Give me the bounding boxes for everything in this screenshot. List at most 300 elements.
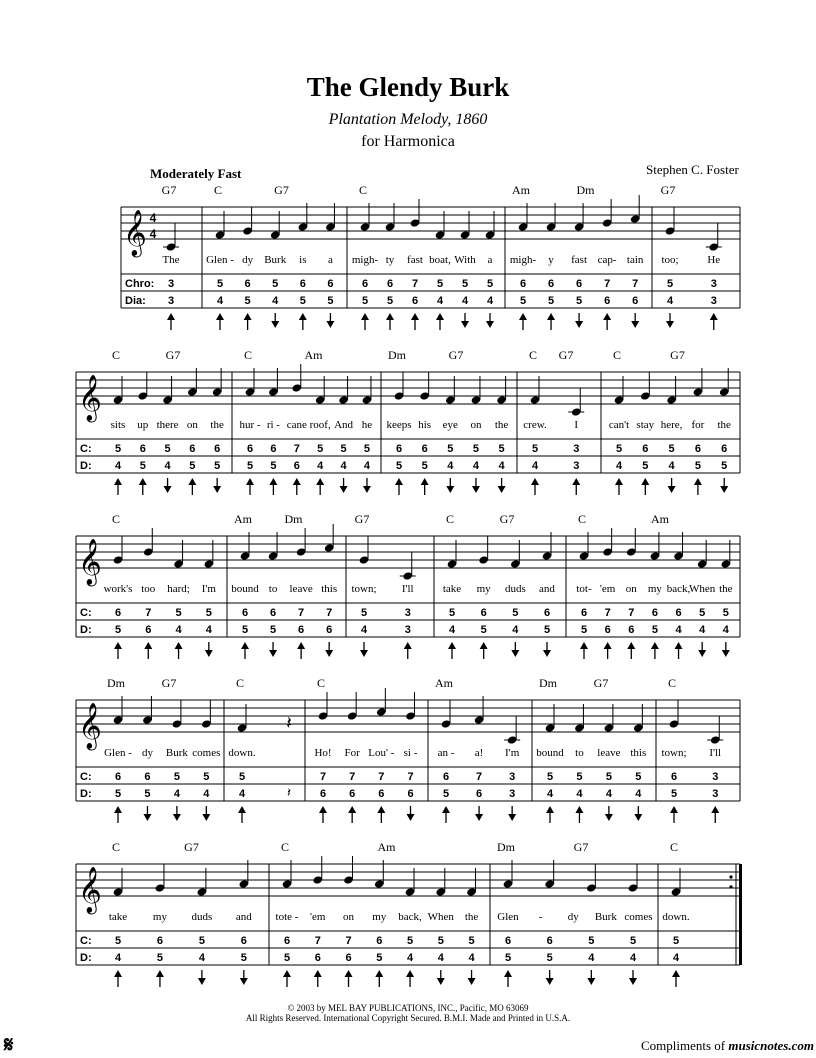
diatonic-hole-number: 4 xyxy=(512,624,519,636)
song-title: The Glendy Burk xyxy=(306,72,510,102)
lyric-syllable: my xyxy=(372,911,387,923)
chromatic-hole-number: 5 xyxy=(216,278,224,290)
diatonic-hole-number: 4 xyxy=(272,295,279,307)
blow-arrow-head xyxy=(411,313,419,320)
diatonic-hole-number: 5 xyxy=(156,952,164,964)
chromatic-hole-number: 5 xyxy=(447,443,454,455)
chord-symbol: G7 xyxy=(274,183,289,197)
lyric-syllable: bound xyxy=(536,747,564,759)
diatonic-hole-number: 4 xyxy=(472,460,480,472)
diatonic-hole-number: 5 xyxy=(480,624,487,636)
diatonic-hole-number: 4 xyxy=(205,624,212,636)
lyric-syllable: comes xyxy=(192,747,221,759)
chromatic-hole-number: 5 xyxy=(629,935,637,947)
lyric-syllable: his xyxy=(418,419,432,431)
chromatic-hole-number: 7 xyxy=(476,771,483,783)
chromatic-hole-number: 5 xyxy=(468,935,475,947)
diatonic-hole-number: 4 xyxy=(447,460,454,472)
diatonic-hole-number: 4 xyxy=(406,952,414,964)
diatonic-hole-number: 5 xyxy=(421,460,428,472)
chromatic-hole-number: 5 xyxy=(114,443,122,455)
blow-arrow-head xyxy=(404,642,412,649)
draw-arrow-head xyxy=(475,814,483,821)
diatonic-row-label: D: xyxy=(80,460,92,472)
diatonic-hole-number: 3 xyxy=(404,624,411,636)
blow-arrow-head xyxy=(531,478,539,485)
lyric-syllable: And xyxy=(334,419,354,431)
diatonic-hole-number: 4 xyxy=(672,952,680,964)
lyric-syllable: Glen - xyxy=(206,254,234,266)
chromatic-hole-number: 5 xyxy=(272,278,279,290)
chromatic-hole-number: 5 xyxy=(576,771,583,783)
chromatic-hole-number: 6 xyxy=(694,443,701,455)
blow-arrow-head xyxy=(710,313,718,320)
draw-arrow-head xyxy=(668,486,676,493)
blow-arrow-head xyxy=(283,970,291,977)
chromatic-hole-number: 7 xyxy=(145,607,152,619)
diatonic-hole-number: 4 xyxy=(203,788,210,800)
chromatic-hole-number: 3 xyxy=(404,607,411,619)
diatonic-hole-number: 6 xyxy=(604,295,611,307)
blow-arrow-head xyxy=(175,642,183,649)
blow-arrow-head xyxy=(348,806,356,813)
chord-symbol: Am xyxy=(512,183,530,197)
chromatic-hole-number: 5 xyxy=(722,607,729,619)
lyric-syllable: Lou' - xyxy=(368,747,395,759)
draw-arrow-head xyxy=(720,486,728,493)
blow-arrow-head xyxy=(651,642,659,649)
lyric-syllable: to xyxy=(268,583,278,595)
chromatic-hole-number: 6 xyxy=(139,443,146,455)
diatonic-hole-number: 4 xyxy=(363,460,371,472)
quarter-rest: 𝄽 xyxy=(286,713,292,734)
chromatic-hole-number: 5 xyxy=(666,278,674,290)
chromatic-hole-number: 5 xyxy=(436,278,444,290)
diatonic-hole-number: 4 xyxy=(699,624,706,636)
chromatic-hole-number: 6 xyxy=(386,278,394,290)
lyric-syllable: - xyxy=(538,911,543,923)
draw-arrow-head xyxy=(213,486,221,493)
blow-arrow-head xyxy=(604,642,612,649)
draw-arrow-head xyxy=(543,650,551,657)
chromatic-hole-number: 5 xyxy=(340,443,347,455)
lyric-syllable: the xyxy=(494,419,509,431)
lyric-syllable: the xyxy=(210,419,224,431)
chromatic-hole-number: 5 xyxy=(448,607,456,619)
diatonic-hole-number: 5 xyxy=(241,624,249,636)
diatonic-hole-number: 5 xyxy=(376,952,383,964)
chord-symbol: C xyxy=(358,183,368,197)
diatonic-hole-number: 5 xyxy=(214,460,221,472)
draw-arrow-head xyxy=(575,321,583,328)
diatonic-hole-number: 6 xyxy=(628,624,635,636)
diatonic-row-label: Dia: xyxy=(125,295,146,307)
lyric-syllable: to xyxy=(575,747,584,759)
chromatic-row-label: Chro: xyxy=(125,278,155,290)
blow-arrow-head xyxy=(114,970,122,977)
draw-arrow-head xyxy=(461,321,469,328)
blow-arrow-head xyxy=(316,478,324,485)
chord-symbol: Am xyxy=(304,348,323,362)
blow-arrow-head xyxy=(572,478,580,485)
blow-arrow-head xyxy=(114,806,122,813)
blow-arrow-head xyxy=(641,478,649,485)
blow-arrow-head xyxy=(395,478,403,485)
chromatic-hole-number: 5 xyxy=(175,607,182,619)
chromatic-hole-number: 6 xyxy=(421,443,428,455)
blow-arrow-head xyxy=(269,478,277,485)
diatonic-hole-number: 5 xyxy=(246,460,254,472)
lyric-syllable: I'll xyxy=(401,583,414,595)
chromatic-hole-number: 5 xyxy=(546,771,554,783)
lyric-syllable: an - xyxy=(437,747,455,759)
blow-arrow-head xyxy=(345,970,353,977)
draw-arrow-head xyxy=(546,978,554,985)
lyric-syllable: the xyxy=(717,419,731,431)
blow-arrow-head xyxy=(675,642,683,649)
diatonic-hole-number: 4 xyxy=(468,952,475,964)
lyric-syllable: take xyxy=(108,911,128,923)
chromatic-row-label: C: xyxy=(80,935,92,947)
diatonic-hole-number: 4 xyxy=(461,295,469,307)
diatonic-hole-number: 3 xyxy=(167,295,175,307)
lyric-syllable: Ho! xyxy=(314,747,332,759)
diatonic-hole-number: 4 xyxy=(635,788,642,800)
chromatic-hole-number: 6 xyxy=(189,443,196,455)
diatonic-hole-number: 4 xyxy=(486,295,494,307)
diatonic-hole-number: 4 xyxy=(668,460,675,472)
lyric-syllable: dy xyxy=(567,911,579,923)
lyric-syllable: 'em xyxy=(599,583,616,595)
chromatic-hole-number: 6 xyxy=(547,278,555,290)
lyric-syllable: this xyxy=(321,583,338,595)
chromatic-hole-number: 6 xyxy=(114,771,122,783)
lyric-syllable: I'm xyxy=(201,583,216,595)
diatonic-hole-number: 4 xyxy=(164,460,171,472)
diatonic-hole-number: 5 xyxy=(139,460,146,472)
diatonic-hole-number: 6 xyxy=(407,788,414,800)
draw-arrow-head xyxy=(437,978,445,985)
lyric-syllable: stay xyxy=(636,419,655,431)
chord-symbol: Dm xyxy=(576,183,595,197)
chord-symbol: Dm xyxy=(107,676,125,690)
lyric-syllable: there xyxy=(156,419,179,431)
lyric-syllable: crew. xyxy=(523,419,547,431)
lyric-syllable: leave xyxy=(597,747,621,759)
chromatic-row-label: C: xyxy=(80,443,92,455)
diatonic-hole-number: 4 xyxy=(448,624,456,636)
chord-symbol: C xyxy=(528,348,538,362)
lyric-syllable: Burk xyxy=(165,747,188,759)
lyric-syllable: can't xyxy=(608,419,630,431)
draw-arrow-head xyxy=(698,650,706,657)
chromatic-hole-number: 5 xyxy=(437,935,444,947)
chromatic-hole-number: 6 xyxy=(480,607,487,619)
diatonic-hole-number: 5 xyxy=(576,295,583,307)
segno-mark: 𝄋 xyxy=(4,1032,14,1057)
chromatic-hole-number: 3 xyxy=(710,278,717,290)
lyric-syllable: duds xyxy=(504,583,526,595)
draw-arrow-head xyxy=(164,486,172,493)
chromatic-hole-number: 6 xyxy=(244,278,251,290)
blow-arrow-head xyxy=(448,642,456,649)
blow-arrow-head xyxy=(297,642,305,649)
lyric-syllable: down. xyxy=(228,747,256,759)
chromatic-hole-number: 6 xyxy=(144,771,151,783)
chromatic-hole-number: 5 xyxy=(531,443,539,455)
chromatic-hole-number: 5 xyxy=(512,607,519,619)
chord-symbol: C xyxy=(111,840,121,854)
diatonic-hole-number: 4 xyxy=(666,295,674,307)
chord-symbol: G7 xyxy=(448,348,464,362)
chromatic-hole-number: 3 xyxy=(573,443,580,455)
draw-arrow-head xyxy=(631,321,639,328)
chord-symbol: Dm xyxy=(539,676,557,690)
lyric-syllable: comes xyxy=(624,911,653,923)
blow-arrow-head xyxy=(188,478,196,485)
copyright-line-2: All Rights Reserved. International Copyright Secured. B.M.I. Made and Printed in U.S.A. xyxy=(245,1013,571,1023)
diatonic-hole-number: 3 xyxy=(712,788,719,800)
lyric-syllable: migh- xyxy=(509,254,537,266)
draw-arrow-head xyxy=(325,650,333,657)
lyric-syllable: ri - xyxy=(266,419,280,431)
diatonic-hole-number: 5 xyxy=(721,460,728,472)
lyric-syllable: eye xyxy=(442,419,458,431)
diatonic-hole-number: 5 xyxy=(442,788,450,800)
diatonic-hole-number: 5 xyxy=(144,788,151,800)
blow-arrow-head xyxy=(319,806,327,813)
tempo-marking: Moderately Fast xyxy=(150,166,242,181)
lyric-syllable: too xyxy=(141,583,156,595)
chord-symbol: C xyxy=(669,840,679,854)
diatonic-hole-number: 5 xyxy=(543,624,551,636)
chord-symbol: Am xyxy=(435,676,453,690)
draw-arrow-head xyxy=(472,486,480,493)
chromatic-hole-number: 6 xyxy=(546,935,553,947)
lyric-syllable: a! xyxy=(474,747,484,759)
blow-arrow-head xyxy=(547,313,555,320)
diatonic-hole-number: 6 xyxy=(345,952,352,964)
lyric-syllable: back, xyxy=(398,911,422,923)
diatonic-hole-number: 4 xyxy=(588,952,595,964)
draw-arrow-head xyxy=(202,814,210,821)
lyric-syllable: roof, xyxy=(309,419,331,431)
chromatic-hole-number: 5 xyxy=(317,443,324,455)
diatonic-hole-number: 5 xyxy=(283,952,291,964)
chromatic-hole-number: 5 xyxy=(588,935,595,947)
chromatic-hole-number: 3 xyxy=(509,771,516,783)
lyric-syllable: on xyxy=(343,911,355,923)
lyric-syllable: boat, xyxy=(429,254,451,266)
chord-symbol: G7 xyxy=(573,840,589,854)
diatonic-hole-number: 4 xyxy=(340,460,347,472)
draw-arrow-head xyxy=(363,486,371,493)
song-subtitle: Plantation Melody, 1860 xyxy=(328,111,488,128)
diatonic-hole-number: 6 xyxy=(632,295,639,307)
draw-arrow-head xyxy=(173,814,181,821)
draw-arrow-head xyxy=(468,978,476,985)
chord-symbol: Dm xyxy=(497,840,515,854)
compliments-credit xyxy=(641,1038,814,1054)
lyric-syllable: When xyxy=(427,911,454,923)
lyric-syllable: y xyxy=(548,254,554,266)
diatonic-hole-number: 6 xyxy=(378,788,385,800)
diatonic-hole-number: 6 xyxy=(326,624,333,636)
lyric-syllable: is xyxy=(299,254,307,266)
chromatic-hole-number: 6 xyxy=(519,278,527,290)
blow-arrow-head xyxy=(293,478,301,485)
diatonic-hole-number: 3 xyxy=(573,460,580,472)
chromatic-hole-number: 5 xyxy=(461,278,469,290)
chord-symbol: G7 xyxy=(161,183,177,197)
blow-arrow-head xyxy=(375,970,383,977)
chromatic-hole-number: 6 xyxy=(642,443,649,455)
diatonic-hole-number: 5 xyxy=(114,788,122,800)
chromatic-hole-number: 5 xyxy=(205,607,212,619)
diatonic-hole-number: 4 xyxy=(238,788,246,800)
lyric-syllable: town; xyxy=(351,583,377,595)
diatonic-hole-number: 5 xyxy=(269,624,277,636)
diatonic-hole-number: 4 xyxy=(360,624,368,636)
blow-arrow-head xyxy=(480,642,488,649)
lyric-syllable: When xyxy=(689,583,716,595)
diatonic-hole-number: 5 xyxy=(395,460,403,472)
diatonic-hole-number: 5 xyxy=(642,460,649,472)
chord-symbol: Am xyxy=(377,840,396,854)
chord-symbol: G7 xyxy=(499,512,515,526)
lyric-syllable: up xyxy=(137,419,149,431)
diatonic-hole-number: 4 xyxy=(114,460,122,472)
chromatic-hole-number: 6 xyxy=(376,935,383,947)
draw-arrow-head xyxy=(143,814,151,821)
lyric-syllable: Glen xyxy=(497,911,519,923)
lyric-syllable: too; xyxy=(661,254,679,266)
chord-symbol: C xyxy=(243,348,253,362)
chromatic-hole-number: 5 xyxy=(605,771,612,783)
blow-arrow-head xyxy=(603,313,611,320)
blow-arrow-head xyxy=(615,478,623,485)
blow-arrow-head xyxy=(238,806,246,813)
diatonic-hole-number: 4 xyxy=(531,460,539,472)
chromatic-hole-number: 7 xyxy=(298,607,305,619)
repeat-dot xyxy=(729,875,732,878)
chord-symbol: C xyxy=(213,183,223,197)
treble-clef: 𝄞 xyxy=(78,375,102,421)
chromatic-hole-number: 7 xyxy=(293,443,300,455)
chromatic-hole-number: 5 xyxy=(203,771,210,783)
lyric-syllable: the xyxy=(464,911,479,923)
chromatic-hole-number: 5 xyxy=(114,935,122,947)
lyric-syllable: fast xyxy=(571,254,588,266)
diatonic-hole-number: 4 xyxy=(114,952,122,964)
treble-clef: 𝄞 xyxy=(123,210,147,256)
chromatic-hole-number: 5 xyxy=(360,607,368,619)
blow-arrow-head xyxy=(672,970,680,977)
chromatic-hole-number: 6 xyxy=(395,443,403,455)
chromatic-hole-number: 6 xyxy=(576,278,583,290)
chromatic-hole-number: 6 xyxy=(241,607,249,619)
diatonic-hole-number: 5 xyxy=(651,624,658,636)
chromatic-hole-number: 7 xyxy=(411,278,419,290)
draw-arrow-head xyxy=(340,486,348,493)
lyric-syllable: on xyxy=(470,419,482,431)
chromatic-hole-number: 7 xyxy=(345,935,352,947)
chord-symbol: C xyxy=(235,676,245,690)
chord-symbol: Dm xyxy=(388,348,406,362)
diatonic-row-label: D: xyxy=(80,788,92,800)
diatonic-hole-number: 5 xyxy=(189,460,196,472)
chord-symbol: C xyxy=(577,512,587,526)
diatonic-hole-number: 5 xyxy=(519,295,527,307)
diatonic-hole-number: 5 xyxy=(361,295,369,307)
chromatic-hole-number: 7 xyxy=(628,607,635,619)
draw-arrow-head xyxy=(407,814,415,821)
chromatic-hole-number: 5 xyxy=(363,443,371,455)
time-signature-bottom: 4 xyxy=(149,227,157,241)
chromatic-hole-number: 7 xyxy=(319,771,327,783)
chromatic-hole-number: 5 xyxy=(635,771,642,783)
diatonic-hole-number: 5 xyxy=(504,952,512,964)
lyric-syllable: duds xyxy=(191,911,213,923)
chromatic-hole-number: 5 xyxy=(238,771,246,783)
repeat-dot xyxy=(729,885,732,888)
repeat-thick-bar xyxy=(739,864,742,965)
chromatic-hole-number: 6 xyxy=(269,607,277,619)
blow-arrow-head xyxy=(421,478,429,485)
lyric-syllable: keeps xyxy=(386,419,412,431)
lyric-syllable: Burk xyxy=(594,911,617,923)
blow-arrow-head xyxy=(114,642,122,649)
lyric-syllable: my xyxy=(476,583,491,595)
diatonic-hole-number: 5 xyxy=(240,952,247,964)
lyric-syllable: hard; xyxy=(167,583,190,595)
chromatic-hole-number: 6 xyxy=(675,607,682,619)
draw-arrow-head xyxy=(498,486,506,493)
lyric-syllable: 'em xyxy=(310,911,326,923)
copyright-line-1: © 2003 by MEL BAY PUBLICATIONS, INC., Pacific, MO 63069 xyxy=(287,1003,529,1013)
diatonic-hole-number: 5 xyxy=(547,295,555,307)
lyric-syllable: leave xyxy=(289,583,313,595)
blow-arrow-head xyxy=(361,313,369,320)
chromatic-hole-number: 6 xyxy=(361,278,369,290)
chromatic-hole-number: 5 xyxy=(173,771,180,783)
blow-arrow-head xyxy=(216,313,224,320)
draw-arrow-head xyxy=(240,978,248,985)
chord-symbol: C xyxy=(111,348,121,362)
lyric-syllable: si - xyxy=(403,747,418,759)
chromatic-hole-number: 7 xyxy=(314,935,321,947)
chromatic-hole-number: 6 xyxy=(270,443,277,455)
chord-symbol: Dm xyxy=(284,512,303,526)
chord-symbol: G7 xyxy=(165,348,181,362)
chord-symbol: C xyxy=(111,512,121,526)
draw-arrow-head xyxy=(722,650,730,657)
lyric-syllable: sits xyxy=(110,419,126,431)
draw-arrow-head xyxy=(511,650,519,657)
diatonic-hole-number: 5 xyxy=(299,295,306,307)
lyric-syllable: my xyxy=(152,911,167,923)
chromatic-hole-number: 3 xyxy=(712,771,719,783)
chromatic-hole-number: 7 xyxy=(604,278,611,290)
diatonic-hole-number: 4 xyxy=(722,624,729,636)
diatonic-hole-number: 4 xyxy=(317,460,324,472)
lyric-syllable: I xyxy=(574,419,579,431)
chromatic-hole-number: 7 xyxy=(407,771,414,783)
musicnotes-link[interactable]: musicnotes.com xyxy=(728,1038,814,1053)
chromatic-hole-number: 7 xyxy=(378,771,385,783)
lyric-syllable: He xyxy=(707,254,721,266)
compliments-prefix: Compliments of xyxy=(641,1038,729,1053)
